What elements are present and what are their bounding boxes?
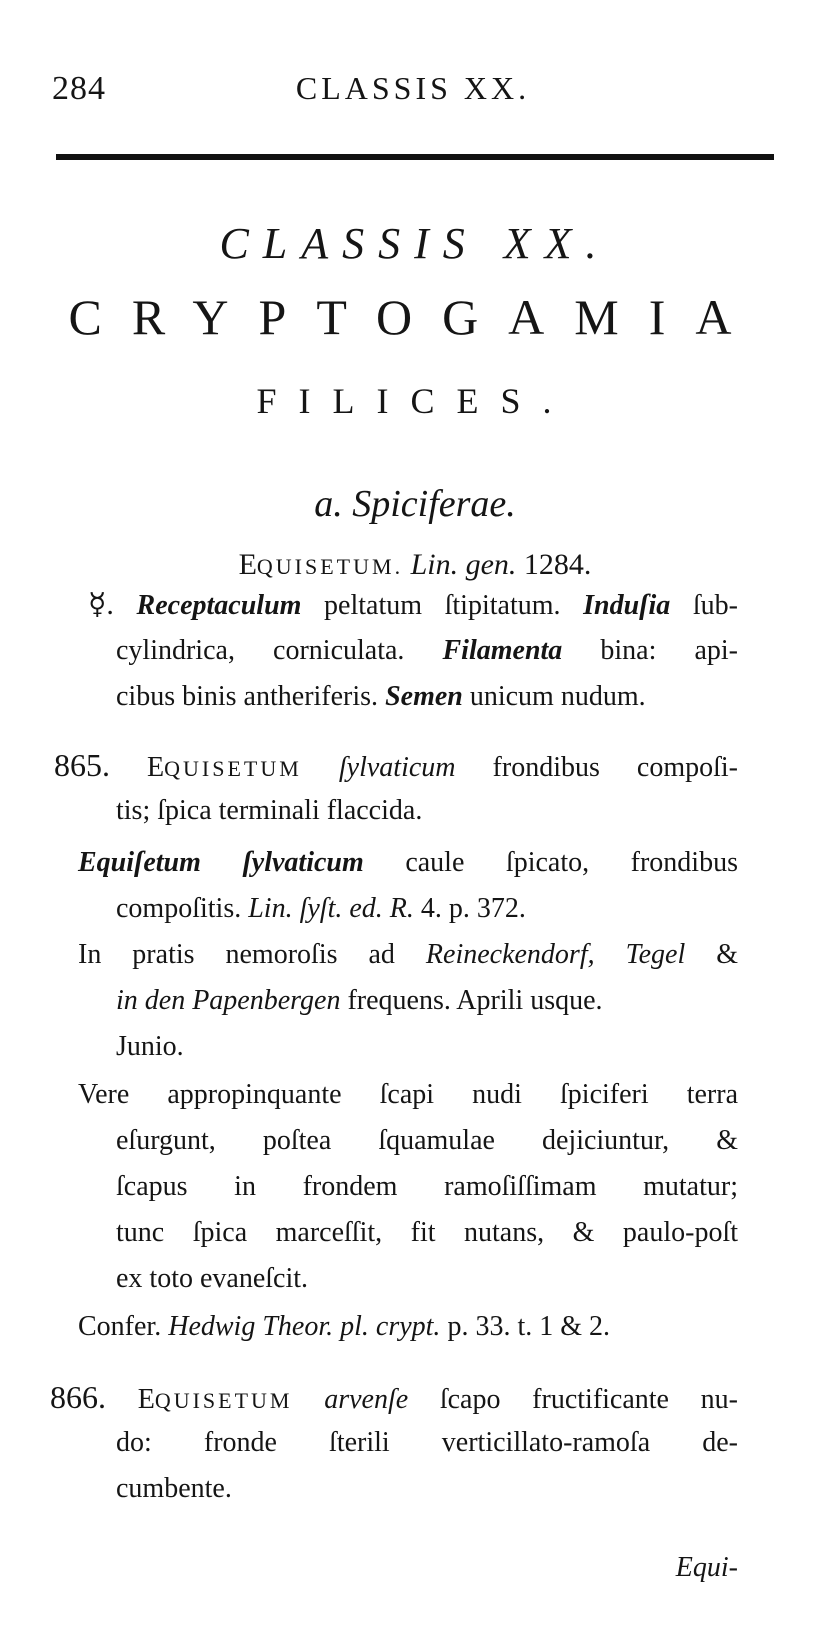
genus-number: 1284. <box>523 548 592 581</box>
genus-name-rest: QUISETUM. <box>256 554 404 579</box>
text-span: unicum nudum. <box>462 681 646 712</box>
term-indusia: Induſia <box>583 590 671 621</box>
class-name: CRYPTOGAMIA <box>68 289 762 345</box>
character-line-2 <box>116 628 738 674</box>
habitat-line-1 <box>78 932 738 978</box>
locality: Reineckendorf, Tegel <box>425 939 686 970</box>
catchword: Equi- <box>675 1552 738 1583</box>
text-span: In pratis nemoroſis ad <box>78 939 426 970</box>
genus-name: QUISETUM <box>154 1388 293 1413</box>
species-number: 865. <box>54 747 110 783</box>
observation-line-4: tunc ſpica marceſſit, fit nutans, & paulo-poſt <box>116 1217 738 1248</box>
character-line-3 <box>116 674 646 720</box>
habitat-line-3: Junio. <box>116 1031 184 1062</box>
running-title: CLASSIS XX. <box>295 70 531 106</box>
running-head <box>52 70 774 114</box>
species-865-line-1 <box>54 742 738 792</box>
text-span: p. 33. t. 1 & 2. <box>440 1311 610 1342</box>
species-866-line-3: cumbente. <box>116 1473 232 1504</box>
confer-line <box>78 1304 610 1350</box>
species-epithet: ſylvaticum <box>338 752 456 783</box>
observation-line-2: eſurgunt, poſtea ſquamulae dejiciuntur, & <box>116 1125 738 1156</box>
genus-initial: E <box>147 752 165 783</box>
text-span: cylindrica, corniculata. <box>116 635 443 666</box>
synonym-name: Equiſetum ſylvaticum <box>78 847 364 878</box>
genus-initial: E <box>137 1384 155 1415</box>
text-span: frequens. Aprili usque. <box>340 985 603 1016</box>
genus-name-initial: E <box>238 548 257 581</box>
citation: Lin. ſyſt. ed. R. <box>248 893 414 924</box>
mercury-symbol: ☿. <box>88 588 114 621</box>
synonym-line-1 <box>78 840 738 886</box>
species-epithet: arvenſe <box>324 1384 409 1415</box>
genus-reference: Lin. gen. <box>410 548 517 581</box>
term-filamenta: Filamenta <box>442 635 563 666</box>
synonym-line-2 <box>116 886 526 932</box>
order-name: FILICES. <box>256 381 574 421</box>
genus-heading <box>0 548 830 582</box>
section-heading <box>0 482 830 526</box>
section-name: Spiciferae. <box>352 483 516 525</box>
text-span: 4. p. 372. <box>413 893 526 924</box>
text-span: caule ſpicato, frondibus <box>363 847 738 878</box>
term-semen: Semen <box>385 681 463 712</box>
text-span: frondibus compoſi- <box>455 752 738 783</box>
species-865-line-2: tis; ſpica terminali flaccida. <box>116 795 423 826</box>
species-number: 866. <box>50 1379 106 1415</box>
classis-title: CLASSIS XX. <box>219 219 611 268</box>
text-span: ſcapo fructificante nu- <box>408 1384 739 1415</box>
observation-line-1: Vere appropinquante ſcapi nudi ſpiciferi terra <box>78 1079 738 1110</box>
text-span: ſub- <box>670 590 739 621</box>
text-span: peltatum ſtipitatum. <box>301 590 584 621</box>
locality: in den Papenbergen <box>116 985 341 1016</box>
text-span: compoſitis. <box>116 893 249 924</box>
genus-name: QUISETUM <box>164 756 302 781</box>
header-rule <box>56 154 774 160</box>
term-receptaculum: Receptaculum <box>136 590 302 621</box>
observation-line-3: ſcapus in frondem ramoſiſſimam mutatur; <box>116 1171 738 1202</box>
text-span: bina: api- <box>562 635 738 666</box>
species-866-line-1 <box>50 1374 738 1424</box>
character-line-1 <box>88 582 738 629</box>
citation: Hedwig Theor. pl. crypt. <box>168 1311 441 1342</box>
text-span: Confer. <box>78 1311 169 1342</box>
page-number: 284 <box>52 70 106 107</box>
species-866-line-2: do: fronde ſterili verticillato-ramoſa de- <box>116 1427 738 1458</box>
habitat-line-2 <box>116 978 603 1024</box>
text-span: & <box>685 939 739 970</box>
text-span: cibus binis antheriferis. <box>116 681 386 712</box>
observation-line-5: ex toto evaneſcit. <box>116 1263 309 1294</box>
section-letter: a. <box>314 483 343 525</box>
